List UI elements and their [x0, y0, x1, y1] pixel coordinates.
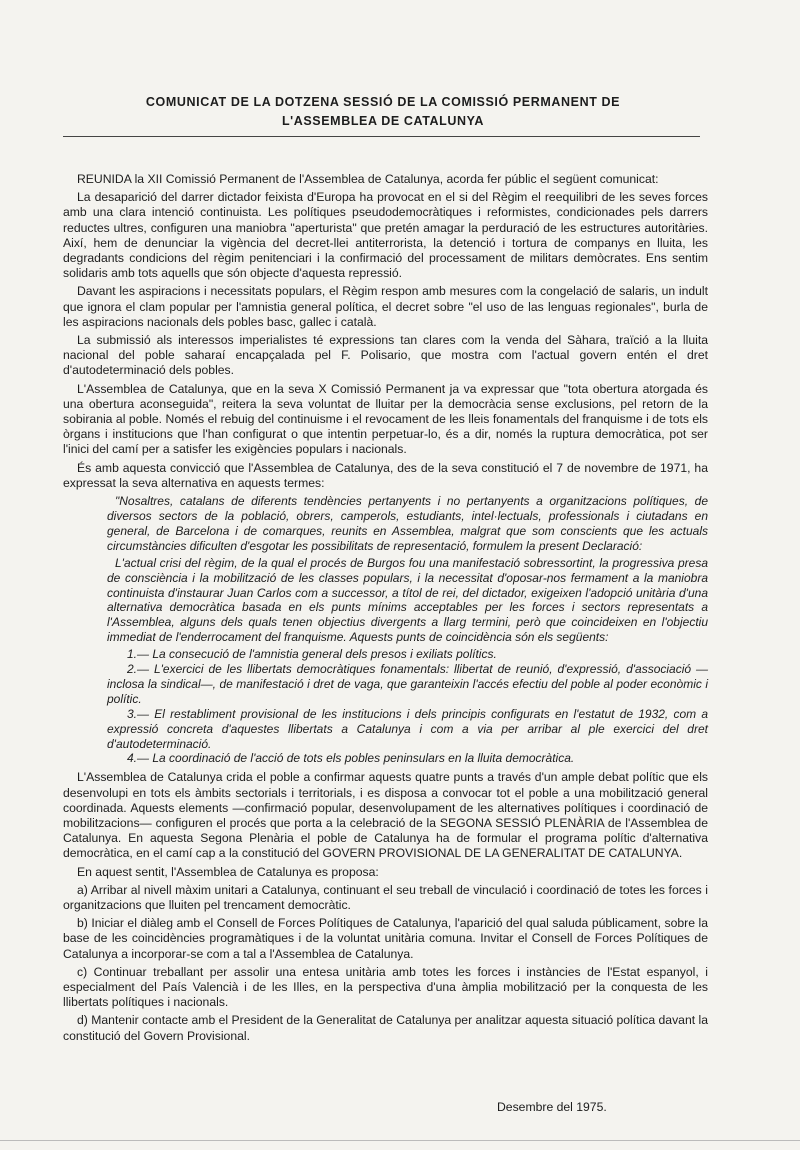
document-title: [60, 93, 706, 131]
segona-sessio-plenaria: SEGONA SESSIÓ PLENÀRIA: [439, 815, 605, 830]
title-divider: [63, 136, 700, 137]
quote-point-3: 3.— El restabliment provisional de les institucions i dels principis configurats en l'estatut de 1932, com a expressió concreta d'aquestes llibertats a Catalunya i com a via per arribar al ple exercici del dret d'autodeterminació.: [107, 706, 708, 751]
paragraph-1: La desaparició del darrer dictador feixista d'Europa ha provocat en el si del Règim el reequilibri de les seves forces amb una clara intenció continuista. Les polítiques pseudodemocràtiques i reformistes, condicionades pels darrers reductes ultres, configuren una maniobra "aperturista" que pretén amagar la perduració de les estructures autoritàries. Així, hem de denunciar la vigència del decret-llei antiterrorista, la detenció i tortura de companys en lluita, les degradants condicions del règim penitenciari i la confirmació del processament de militars demòcrates. Ens sentim solidaris amb tots aquells que són objecte d'aquesta repressió.: [63, 190, 708, 281]
title-line-2: L'ASSEMBLEA DE CATALUNYA: [281, 114, 485, 128]
quote-point-4: 4.— La coordinació de l'acció de tots els pobles peninsulars en la lluita democràtica.: [127, 751, 575, 766]
declaration-quote: [107, 494, 708, 766]
proposal-d: d) Mantenir contacte amb el President de la Generalitat de Catalunya per analitzar aquesta situació política davant la constitució del Govern Provisional.: [63, 1013, 708, 1043]
paragraph-2: Davant les aspiracions i necessitats populars, el Règim respon amb mesures com la congelació de salaris, un indult que ignora el clam popular per l'amnistia general política, el decret sobre "el uso de las lenguas regionales", burla de les aspiracions nacionals dels pobles basc, gallec i català.: [63, 284, 708, 329]
title-line-1: COMUNICAT DE LA DOTZENA SESSIÓ DE LA COMISSIÓ PERMANENT DE: [145, 95, 621, 109]
govern-provisional: GOVERN PROVISIONAL DE LA GENERALITAT DE CATALUNYA.: [322, 846, 683, 861]
document-body: [63, 172, 708, 1047]
quote-point-1: 1.— La consecució de l'amnistia general dels presos i exiliats polítics.: [127, 647, 497, 662]
paragraph-4: L'Assemblea de Catalunya, que en la seva X Comissió Permanent ja va expressar que "tota obertura atorgada és una obertura aconseguida", reitera la seva voluntat de lluitar per la democràcia sense exclusions, pel retorn de la sobirania al poble. Només el rebuig del continuisme i el revocament de les lleis fonamentals del franquisme i de tots els òrgans i institucions que l'han configurat o que intentin perpetuar-lo, és a dir, només la ruptura democràtica, pot ser l'inici del camí per a satisfer les exigències populars i nacionals.: [63, 381, 708, 457]
proposal-b: b) Iniciar el diàleg amb el Consell de Forces Polítiques de Catalunya, l'aparició del qual saluda públicament, sobre la base de les coincidències programàtiques i de la voluntat unitària comuna. Invitar el Consell de Forces Polítiques de Catalunya a incorporar-se com a tal a l'Assemblea de Catalunya.: [63, 916, 708, 961]
intro-rest: la XII Comissió Permanent de l'Assemblea de Catalunya, acorda fer públic el següent comunicat:: [131, 172, 659, 186]
proposal-a: a) Arribar al nivell màxim unitari a Catalunya, continuant el seu treball de vinculació i coordinació de totes les forces i organitzacions que lluiten pel trencament democràtic.: [63, 882, 708, 912]
paragraph-6: [63, 770, 708, 861]
quote-point-2: 2.— L'exercici de les llibertats democràtiques fonamentals: llibertat de reunió, d'expressió, d'associació —inclosa la sindical—, de manifestació i dret de vaga, que garanteixin l'accés efectiu del poble al poder econòmic i polític.: [107, 662, 708, 706]
quote-paragraph-1: "Nosaltres, catalans de diferents tendències pertanyents i no pertanyents a organitzacions polítiques, de diversos sectors de la població, obrers, camperols, estudiants, intel·lectuals, professionals i ciutadans en general, de Barcelona i de comarques, reunits en Assemblea, malgrat que som conscients que les actuals circumstàncies dificulten d'esgotar les possibilitats de representació, formulem la present Declaració:: [107, 494, 708, 553]
paragraph-7: En aquest sentit, l'Assemblea de Catalunya es proposa:: [77, 864, 379, 879]
intro-paragraph: [63, 172, 708, 187]
document-date: Desembre del 1975.: [497, 1100, 607, 1114]
page-bottom-line: [0, 1140, 800, 1141]
paragraph-6-part-c: de l'Assemblea de Catalunya. En aquesta Segona Plenària el poble de Catalunya ha de formular el programa polític d'alternativa democràtica, en el camí cap a la constitució del: [63, 815, 708, 861]
proposal-c: c) Continuar treballant per assolir una entesa unitària amb totes les forces i instàncies de l'Estat espanyol, i especialment del País Valencià i de les Illes, en la perspectiva d'una àmplia mobilització per la conquesta de les llibertats polítiques i nacionals.: [63, 964, 708, 1010]
intro-lead: REUNIDA: [77, 172, 132, 186]
paragraph-3: La submissió als interessos imperialistes té expressions tan clares com la venda del Sàhara, traïció a la lluita nacional del poble saharaí encapçalada pel F. Polisario, que mostra com l'actual govern entén el dret d'autodeterminació dels pobles.: [63, 333, 708, 378]
paragraph-6-part-a: L'Assemblea de Catalunya crida el poble a confirmar aquests quatre punts a través d'un ample debat polític que els desenvolupi en tots els àmbits sectorials i territorials, i es disposa a convocar tot el poble a una mobilització general coordinada. Aquests elements —confirmació popular, desenvolupament de les alternatives polítiques i coordinació de mobilitzacions— configuren el procés que porta a la celebració de la: [63, 770, 708, 830]
quote-paragraph-2: L'actual crisi del règim, de la qual el procés de Burgos fou una manifestació sobressortint, la progressiva presa de consciència i la mobilització de les classes populars, i la necessitat d'oposar-nos fermament a la maniobra continuista d'instaurar Juan Carlos com a successor, a títol de rei, del dictador, exigeixen l'adopció unitària d'una alternativa democràtica basada en els punts mínims acceptables per les forces i sectors representats a l'Assemblea, alguns dels quals tenen objectius divergents a llarg termini, però que coincideixen en l'objectiu immediat de l'enderrocament del franquisme. Aquests punts de coincidència són els següents:: [107, 555, 708, 645]
paragraph-5: És amb aquesta convicció que l'Assemblea de Catalunya, des de la seva constitució el 7 de novembre de 1971, ha expressat la seva alternativa en aquests termes:: [63, 460, 708, 490]
